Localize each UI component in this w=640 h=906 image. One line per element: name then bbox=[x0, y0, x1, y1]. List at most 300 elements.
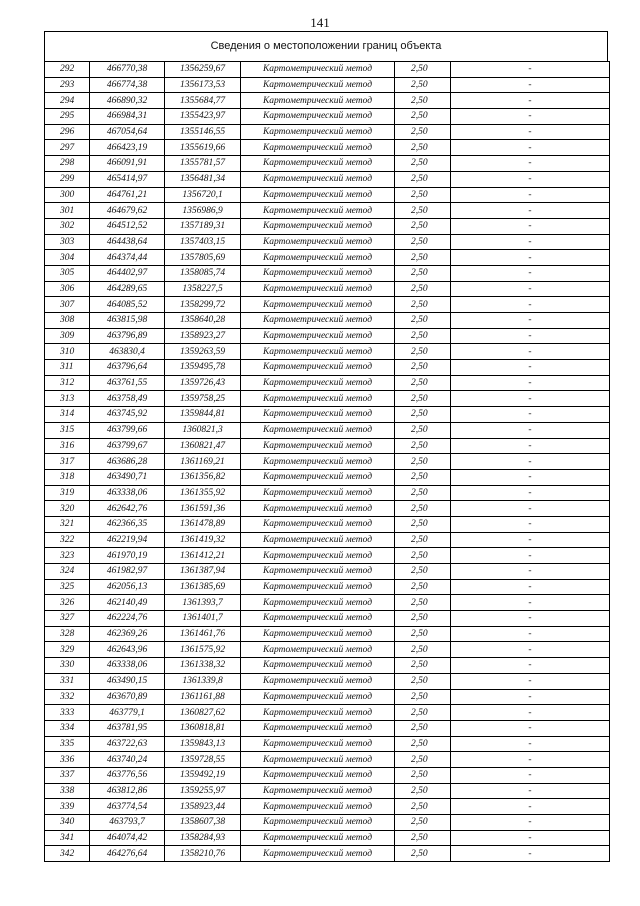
method-cell: Картометрический метод bbox=[241, 815, 395, 831]
x-coordinate-cell: 462643,96 bbox=[90, 642, 165, 658]
method-cell: Картометрический метод bbox=[241, 783, 395, 799]
point-number-cell: 331 bbox=[45, 673, 90, 689]
description-cell: - bbox=[451, 281, 610, 297]
accuracy-cell: 2,50 bbox=[395, 705, 451, 721]
x-coordinate-cell: 464276,64 bbox=[90, 846, 165, 862]
y-coordinate-cell: 1358923,44 bbox=[165, 799, 241, 815]
x-coordinate-cell: 464289,65 bbox=[90, 281, 165, 297]
y-coordinate-cell: 1359263,59 bbox=[165, 344, 241, 360]
point-number-cell: 328 bbox=[45, 626, 90, 642]
description-cell: - bbox=[451, 532, 610, 548]
accuracy-cell: 2,50 bbox=[395, 658, 451, 674]
accuracy-cell: 2,50 bbox=[395, 611, 451, 627]
table-row bbox=[45, 485, 610, 501]
accuracy-cell: 2,50 bbox=[395, 579, 451, 595]
x-coordinate-cell: 463815,98 bbox=[90, 313, 165, 329]
point-number-cell: 310 bbox=[45, 344, 90, 360]
description-cell: - bbox=[451, 830, 610, 846]
point-number-cell: 341 bbox=[45, 830, 90, 846]
description-cell: - bbox=[451, 767, 610, 783]
method-cell: Картометрический метод bbox=[241, 548, 395, 564]
accuracy-cell: 2,50 bbox=[395, 626, 451, 642]
x-coordinate-cell: 463686,28 bbox=[90, 454, 165, 470]
description-cell: - bbox=[451, 736, 610, 752]
description-cell: - bbox=[451, 360, 610, 376]
accuracy-cell: 2,50 bbox=[395, 391, 451, 407]
x-coordinate-cell: 463338,06 bbox=[90, 658, 165, 674]
y-coordinate-cell: 1358923,27 bbox=[165, 328, 241, 344]
method-cell: Картометрический метод bbox=[241, 77, 395, 93]
point-number-cell: 296 bbox=[45, 124, 90, 140]
point-number-cell: 304 bbox=[45, 250, 90, 266]
description-cell: - bbox=[451, 501, 610, 517]
accuracy-cell: 2,50 bbox=[395, 344, 451, 360]
accuracy-cell: 2,50 bbox=[395, 720, 451, 736]
y-coordinate-cell: 1360818,81 bbox=[165, 720, 241, 736]
table-row bbox=[45, 360, 610, 376]
accuracy-cell: 2,50 bbox=[395, 469, 451, 485]
x-coordinate-cell: 463740,24 bbox=[90, 752, 165, 768]
method-cell: Картометрический метод bbox=[241, 485, 395, 501]
method-cell: Картометрический метод bbox=[241, 265, 395, 281]
coordinates-table bbox=[44, 61, 610, 862]
accuracy-cell: 2,50 bbox=[395, 673, 451, 689]
description-cell: - bbox=[451, 438, 610, 454]
x-coordinate-cell: 463812,86 bbox=[90, 783, 165, 799]
table-title: Сведения о местоположении границ объекта bbox=[44, 31, 608, 62]
y-coordinate-cell: 1356986,9 bbox=[165, 203, 241, 219]
description-cell: - bbox=[451, 516, 610, 532]
accuracy-cell: 2,50 bbox=[395, 516, 451, 532]
table-row bbox=[45, 532, 610, 548]
y-coordinate-cell: 1359844,81 bbox=[165, 407, 241, 423]
method-cell: Картометрический метод bbox=[241, 250, 395, 266]
y-coordinate-cell: 1359758,25 bbox=[165, 391, 241, 407]
accuracy-cell: 2,50 bbox=[395, 752, 451, 768]
x-coordinate-cell: 462224,76 bbox=[90, 611, 165, 627]
x-coordinate-cell: 463781,95 bbox=[90, 720, 165, 736]
point-number-cell: 303 bbox=[45, 234, 90, 250]
point-number-cell: 336 bbox=[45, 752, 90, 768]
accuracy-cell: 2,50 bbox=[395, 767, 451, 783]
point-number-cell: 308 bbox=[45, 313, 90, 329]
table-row bbox=[45, 156, 610, 172]
description-cell: - bbox=[451, 297, 610, 313]
method-cell: Картометрический метод bbox=[241, 281, 395, 297]
accuracy-cell: 2,50 bbox=[395, 313, 451, 329]
x-coordinate-cell: 463774,54 bbox=[90, 799, 165, 815]
table-row bbox=[45, 391, 610, 407]
y-coordinate-cell: 1360827,62 bbox=[165, 705, 241, 721]
point-number-cell: 340 bbox=[45, 815, 90, 831]
point-number-cell: 315 bbox=[45, 422, 90, 438]
point-number-cell: 324 bbox=[45, 564, 90, 580]
table-row bbox=[45, 689, 610, 705]
method-cell: Картометрический метод bbox=[241, 595, 395, 611]
description-cell: - bbox=[451, 407, 610, 423]
description-cell: - bbox=[451, 548, 610, 564]
y-coordinate-cell: 1361401,7 bbox=[165, 611, 241, 627]
method-cell: Картометрический метод bbox=[241, 501, 395, 517]
accuracy-cell: 2,50 bbox=[395, 203, 451, 219]
method-cell: Картометрический метод bbox=[241, 799, 395, 815]
description-cell: - bbox=[451, 815, 610, 831]
y-coordinate-cell: 1359492,19 bbox=[165, 767, 241, 783]
method-cell: Картометрический метод bbox=[241, 705, 395, 721]
y-coordinate-cell: 1358284,93 bbox=[165, 830, 241, 846]
y-coordinate-cell: 1361339,8 bbox=[165, 673, 241, 689]
y-coordinate-cell: 1357189,31 bbox=[165, 218, 241, 234]
accuracy-cell: 2,50 bbox=[395, 297, 451, 313]
accuracy-cell: 2,50 bbox=[395, 799, 451, 815]
table-row bbox=[45, 407, 610, 423]
accuracy-cell: 2,50 bbox=[395, 485, 451, 501]
point-number-cell: 309 bbox=[45, 328, 90, 344]
accuracy-cell: 2,50 bbox=[395, 642, 451, 658]
point-number-cell: 301 bbox=[45, 203, 90, 219]
method-cell: Картометрический метод bbox=[241, 313, 395, 329]
method-cell: Картометрический метод bbox=[241, 93, 395, 109]
method-cell: Картометрический метод bbox=[241, 673, 395, 689]
y-coordinate-cell: 1361575,92 bbox=[165, 642, 241, 658]
y-coordinate-cell: 1360821,47 bbox=[165, 438, 241, 454]
table-row bbox=[45, 626, 610, 642]
point-number-cell: 294 bbox=[45, 93, 90, 109]
accuracy-cell: 2,50 bbox=[395, 407, 451, 423]
x-coordinate-cell: 463796,64 bbox=[90, 360, 165, 376]
x-coordinate-cell: 463338,06 bbox=[90, 485, 165, 501]
description-cell: - bbox=[451, 469, 610, 485]
page-number: 141 bbox=[310, 15, 330, 30]
x-coordinate-cell: 463830,4 bbox=[90, 344, 165, 360]
table-row bbox=[45, 720, 610, 736]
y-coordinate-cell: 1361356,82 bbox=[165, 469, 241, 485]
table-row bbox=[45, 124, 610, 140]
accuracy-cell: 2,50 bbox=[395, 454, 451, 470]
x-coordinate-cell: 464374,44 bbox=[90, 250, 165, 266]
table-row bbox=[45, 799, 610, 815]
y-coordinate-cell: 1355619,66 bbox=[165, 140, 241, 156]
point-number-cell: 334 bbox=[45, 720, 90, 736]
table-row bbox=[45, 454, 610, 470]
table-row bbox=[45, 422, 610, 438]
y-coordinate-cell: 1358607,38 bbox=[165, 815, 241, 831]
accuracy-cell: 2,50 bbox=[395, 109, 451, 125]
method-cell: Картометрический метод bbox=[241, 469, 395, 485]
accuracy-cell: 2,50 bbox=[395, 234, 451, 250]
x-coordinate-cell: 464085,52 bbox=[90, 297, 165, 313]
accuracy-cell: 2,50 bbox=[395, 815, 451, 831]
method-cell: Картометрический метод bbox=[241, 328, 395, 344]
description-cell: - bbox=[451, 642, 610, 658]
method-cell: Картометрический метод bbox=[241, 391, 395, 407]
x-coordinate-cell: 463490,15 bbox=[90, 673, 165, 689]
point-number-cell: 311 bbox=[45, 360, 90, 376]
accuracy-cell: 2,50 bbox=[395, 532, 451, 548]
description-cell: - bbox=[451, 62, 610, 78]
table-row bbox=[45, 736, 610, 752]
point-number-cell: 292 bbox=[45, 62, 90, 78]
y-coordinate-cell: 1356259,67 bbox=[165, 62, 241, 78]
accuracy-cell: 2,50 bbox=[395, 846, 451, 862]
x-coordinate-cell: 462140,49 bbox=[90, 595, 165, 611]
description-cell: - bbox=[451, 218, 610, 234]
x-coordinate-cell: 464074,42 bbox=[90, 830, 165, 846]
coordinates-table-body bbox=[45, 62, 610, 862]
point-number-cell: 327 bbox=[45, 611, 90, 627]
description-cell: - bbox=[451, 250, 610, 266]
point-number-cell: 298 bbox=[45, 156, 90, 172]
y-coordinate-cell: 1357403,15 bbox=[165, 234, 241, 250]
method-cell: Картометрический метод bbox=[241, 375, 395, 391]
x-coordinate-cell: 466774,38 bbox=[90, 77, 165, 93]
description-cell: - bbox=[451, 752, 610, 768]
table-row bbox=[45, 595, 610, 611]
method-cell: Картометрический метод bbox=[241, 454, 395, 470]
accuracy-cell: 2,50 bbox=[395, 218, 451, 234]
method-cell: Картометрический метод bbox=[241, 752, 395, 768]
x-coordinate-cell: 462056,13 bbox=[90, 579, 165, 595]
x-coordinate-cell: 463490,71 bbox=[90, 469, 165, 485]
point-number-cell: 319 bbox=[45, 485, 90, 501]
description-cell: - bbox=[451, 328, 610, 344]
y-coordinate-cell: 1356481,34 bbox=[165, 171, 241, 187]
description-cell: - bbox=[451, 375, 610, 391]
table-row bbox=[45, 234, 610, 250]
accuracy-cell: 2,50 bbox=[395, 62, 451, 78]
point-number-cell: 313 bbox=[45, 391, 90, 407]
description-cell: - bbox=[451, 109, 610, 125]
method-cell: Картометрический метод bbox=[241, 156, 395, 172]
y-coordinate-cell: 1361161,88 bbox=[165, 689, 241, 705]
point-number-cell: 295 bbox=[45, 109, 90, 125]
point-number-cell: 305 bbox=[45, 265, 90, 281]
y-coordinate-cell: 1361387,94 bbox=[165, 564, 241, 580]
accuracy-cell: 2,50 bbox=[395, 689, 451, 705]
accuracy-cell: 2,50 bbox=[395, 422, 451, 438]
table-row bbox=[45, 658, 610, 674]
table-row bbox=[45, 767, 610, 783]
method-cell: Картометрический метод bbox=[241, 736, 395, 752]
method-cell: Картометрический метод bbox=[241, 124, 395, 140]
y-coordinate-cell: 1356173,53 bbox=[165, 77, 241, 93]
method-cell: Картометрический метод bbox=[241, 532, 395, 548]
accuracy-cell: 2,50 bbox=[395, 171, 451, 187]
accuracy-cell: 2,50 bbox=[395, 281, 451, 297]
x-coordinate-cell: 462642,76 bbox=[90, 501, 165, 517]
method-cell: Картометрический метод bbox=[241, 720, 395, 736]
x-coordinate-cell: 463796,89 bbox=[90, 328, 165, 344]
point-number-cell: 326 bbox=[45, 595, 90, 611]
boundary-document bbox=[44, 31, 608, 862]
y-coordinate-cell: 1360821,3 bbox=[165, 422, 241, 438]
description-cell: - bbox=[451, 595, 610, 611]
point-number-cell: 318 bbox=[45, 469, 90, 485]
table-row bbox=[45, 846, 610, 862]
point-number-cell: 330 bbox=[45, 658, 90, 674]
y-coordinate-cell: 1361461,76 bbox=[165, 626, 241, 642]
y-coordinate-cell: 1359843,13 bbox=[165, 736, 241, 752]
x-coordinate-cell: 464402,97 bbox=[90, 265, 165, 281]
x-coordinate-cell: 466890,32 bbox=[90, 93, 165, 109]
point-number-cell: 314 bbox=[45, 407, 90, 423]
description-cell: - bbox=[451, 124, 610, 140]
table-row bbox=[45, 579, 610, 595]
x-coordinate-cell: 465414,97 bbox=[90, 171, 165, 187]
y-coordinate-cell: 1358227,5 bbox=[165, 281, 241, 297]
accuracy-cell: 2,50 bbox=[395, 124, 451, 140]
y-coordinate-cell: 1361169,21 bbox=[165, 454, 241, 470]
description-cell: - bbox=[451, 846, 610, 862]
description-cell: - bbox=[451, 611, 610, 627]
method-cell: Картометрический метод bbox=[241, 579, 395, 595]
method-cell: Картометрический метод bbox=[241, 360, 395, 376]
y-coordinate-cell: 1358640,28 bbox=[165, 313, 241, 329]
method-cell: Картометрический метод bbox=[241, 109, 395, 125]
accuracy-cell: 2,50 bbox=[395, 595, 451, 611]
accuracy-cell: 2,50 bbox=[395, 265, 451, 281]
x-coordinate-cell: 466091,91 bbox=[90, 156, 165, 172]
description-cell: - bbox=[451, 689, 610, 705]
point-number-cell: 317 bbox=[45, 454, 90, 470]
x-coordinate-cell: 463758,49 bbox=[90, 391, 165, 407]
table-row bbox=[45, 140, 610, 156]
point-number-cell: 338 bbox=[45, 783, 90, 799]
y-coordinate-cell: 1355781,57 bbox=[165, 156, 241, 172]
method-cell: Картометрический метод bbox=[241, 626, 395, 642]
table-row bbox=[45, 109, 610, 125]
y-coordinate-cell: 1361419,32 bbox=[165, 532, 241, 548]
table-row bbox=[45, 375, 610, 391]
method-cell: Картометрический метод bbox=[241, 344, 395, 360]
table-row bbox=[45, 328, 610, 344]
method-cell: Картометрический метод bbox=[241, 658, 395, 674]
y-coordinate-cell: 1358210,76 bbox=[165, 846, 241, 862]
method-cell: Картометрический метод bbox=[241, 438, 395, 454]
method-cell: Картометрический метод bbox=[241, 611, 395, 627]
point-number-cell: 299 bbox=[45, 171, 90, 187]
table-row bbox=[45, 203, 610, 219]
x-coordinate-cell: 467054,64 bbox=[90, 124, 165, 140]
x-coordinate-cell: 463799,67 bbox=[90, 438, 165, 454]
y-coordinate-cell: 1361355,92 bbox=[165, 485, 241, 501]
y-coordinate-cell: 1355423,97 bbox=[165, 109, 241, 125]
method-cell: Картометрический метод bbox=[241, 234, 395, 250]
point-number-cell: 302 bbox=[45, 218, 90, 234]
table-row bbox=[45, 187, 610, 203]
table-row bbox=[45, 265, 610, 281]
point-number-cell: 307 bbox=[45, 297, 90, 313]
table-row bbox=[45, 344, 610, 360]
y-coordinate-cell: 1361478,89 bbox=[165, 516, 241, 532]
description-cell: - bbox=[451, 705, 610, 721]
table-row bbox=[45, 171, 610, 187]
x-coordinate-cell: 466770,38 bbox=[90, 62, 165, 78]
method-cell: Картометрический метод bbox=[241, 422, 395, 438]
table-row bbox=[45, 77, 610, 93]
x-coordinate-cell: 464512,52 bbox=[90, 218, 165, 234]
description-cell: - bbox=[451, 77, 610, 93]
y-coordinate-cell: 1361591,36 bbox=[165, 501, 241, 517]
table-row bbox=[45, 611, 610, 627]
description-cell: - bbox=[451, 673, 610, 689]
x-coordinate-cell: 463793,7 bbox=[90, 815, 165, 831]
description-cell: - bbox=[451, 156, 610, 172]
point-number-cell: 329 bbox=[45, 642, 90, 658]
method-cell: Картометрический метод bbox=[241, 140, 395, 156]
accuracy-cell: 2,50 bbox=[395, 564, 451, 580]
method-cell: Картометрический метод bbox=[241, 516, 395, 532]
table-row bbox=[45, 705, 610, 721]
y-coordinate-cell: 1357805,69 bbox=[165, 250, 241, 266]
table-row bbox=[45, 783, 610, 799]
table-row bbox=[45, 642, 610, 658]
point-number-cell: 320 bbox=[45, 501, 90, 517]
x-coordinate-cell: 463722,63 bbox=[90, 736, 165, 752]
point-number-cell: 333 bbox=[45, 705, 90, 721]
description-cell: - bbox=[451, 564, 610, 580]
table-row bbox=[45, 516, 610, 532]
accuracy-cell: 2,50 bbox=[395, 830, 451, 846]
x-coordinate-cell: 466984,31 bbox=[90, 109, 165, 125]
table-row bbox=[45, 93, 610, 109]
description-cell: - bbox=[451, 422, 610, 438]
x-coordinate-cell: 463761,55 bbox=[90, 375, 165, 391]
x-coordinate-cell: 462369,26 bbox=[90, 626, 165, 642]
y-coordinate-cell: 1359728,55 bbox=[165, 752, 241, 768]
y-coordinate-cell: 1355684,77 bbox=[165, 93, 241, 109]
point-number-cell: 300 bbox=[45, 187, 90, 203]
table-row bbox=[45, 673, 610, 689]
description-cell: - bbox=[451, 93, 610, 109]
y-coordinate-cell: 1358085,74 bbox=[165, 265, 241, 281]
method-cell: Картометрический метод bbox=[241, 830, 395, 846]
point-number-cell: 321 bbox=[45, 516, 90, 532]
y-coordinate-cell: 1359255,97 bbox=[165, 783, 241, 799]
x-coordinate-cell: 461970,19 bbox=[90, 548, 165, 564]
x-coordinate-cell: 462366,35 bbox=[90, 516, 165, 532]
x-coordinate-cell: 463799,66 bbox=[90, 422, 165, 438]
table-row bbox=[45, 250, 610, 266]
accuracy-cell: 2,50 bbox=[395, 187, 451, 203]
method-cell: Картометрический метод bbox=[241, 62, 395, 78]
description-cell: - bbox=[451, 234, 610, 250]
x-coordinate-cell: 466423,19 bbox=[90, 140, 165, 156]
y-coordinate-cell: 1359726,43 bbox=[165, 375, 241, 391]
table-row bbox=[45, 218, 610, 234]
description-cell: - bbox=[451, 579, 610, 595]
y-coordinate-cell: 1361393,7 bbox=[165, 595, 241, 611]
point-number-cell: 335 bbox=[45, 736, 90, 752]
description-cell: - bbox=[451, 187, 610, 203]
table-row bbox=[45, 564, 610, 580]
accuracy-cell: 2,50 bbox=[395, 501, 451, 517]
x-coordinate-cell: 464679,62 bbox=[90, 203, 165, 219]
description-cell: - bbox=[451, 485, 610, 501]
description-cell: - bbox=[451, 454, 610, 470]
x-coordinate-cell: 463670,89 bbox=[90, 689, 165, 705]
y-coordinate-cell: 1361412,21 bbox=[165, 548, 241, 564]
point-number-cell: 312 bbox=[45, 375, 90, 391]
method-cell: Картометрический метод bbox=[241, 846, 395, 862]
description-cell: - bbox=[451, 720, 610, 736]
accuracy-cell: 2,50 bbox=[395, 548, 451, 564]
point-number-cell: 323 bbox=[45, 548, 90, 564]
table-row bbox=[45, 548, 610, 564]
description-cell: - bbox=[451, 658, 610, 674]
description-cell: - bbox=[451, 140, 610, 156]
method-cell: Картометрический метод bbox=[241, 203, 395, 219]
